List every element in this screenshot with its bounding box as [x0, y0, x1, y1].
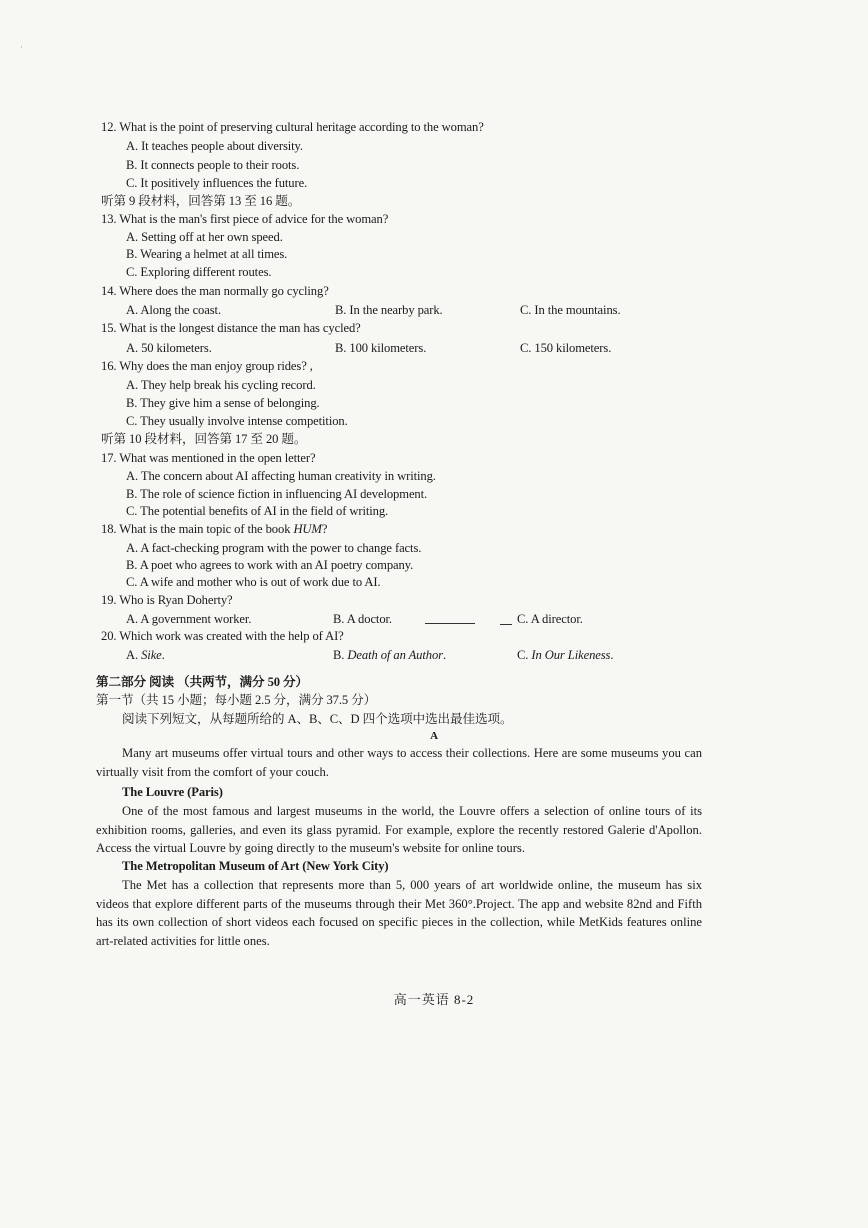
q16-option-b: B. They give him a sense of belonging. — [126, 396, 320, 410]
passage-intro: Many art museums offer virtual tours and other ways to access their collections. Here are some museums you can virtually visit from the comfort of your couch. — [96, 746, 702, 779]
q14-option-a: A. Along the coast. — [126, 303, 221, 317]
question-14-stem: 14. Where does the man normally go cycling? — [101, 284, 329, 298]
q16-option-a: A. They help break his cycling record. — [126, 378, 316, 392]
passage-letter: A — [430, 730, 438, 742]
q15-option-b: B. 100 kilometers. — [335, 341, 427, 355]
page-footer: 高一英语 8-2 — [393, 992, 475, 1007]
q17-option-b: B. The role of science fiction in influencing AI development. — [126, 487, 428, 501]
q19-option-b: B. A doctor. — [333, 612, 392, 626]
reading-instruction: 阅读下列短文，从每题所给的 A、B、C、D 四个选项中选出最佳选项。 — [122, 712, 513, 726]
q15-option-c: C. 150 kilometers. — [520, 341, 612, 355]
q14-option-c: C. In the mountains. — [520, 303, 621, 317]
q18-option-a: A. A fact-checking program with the power to change facts. — [126, 541, 422, 555]
q20-option-a — [126, 647, 165, 663]
question-18-stem — [101, 521, 327, 537]
louvre-paragraph: One of the most famous and largest museums in the world, the Louvre offers a selection of online tours of its exhibition rooms, galleries, and even its glass pyramid. For example, explore the recently restored Galerie d'Apollon. Access the virtual Louvre by going directly to the museum's website for online tours. — [96, 804, 702, 856]
q20-b-title: Death of an Author — [347, 648, 443, 662]
scan-dash-mark-2 — [500, 624, 512, 625]
q20-c-prefix: C. — [517, 648, 532, 662]
q18-option-c: C. A wife and mother who is out of work due to AI. — [126, 575, 381, 589]
question-19-stem: 19. Who is Ryan Doherty? — [101, 593, 233, 607]
q20-a-suffix: . — [161, 648, 165, 662]
q20-c-suffix: . — [610, 648, 614, 662]
question-17-stem: 17. What was mentioned in the open letter? — [101, 451, 316, 465]
q13-option-c: C. Exploring different routes. — [126, 265, 272, 279]
q18-stem-prefix: 18. What is the main topic of the book — [101, 522, 294, 536]
q17-option-a: A. The concern about AI affecting human creativity in writing. — [126, 469, 436, 483]
met-title: The Metropolitan Museum of Art (New York City) — [122, 859, 389, 873]
q18-option-b: B. A poet who agrees to work with an AI poetry company. — [126, 558, 414, 572]
q12-option-a: A. It teaches people about diversity. — [126, 139, 303, 153]
q12-option-b: B. It connects people to their roots. — [126, 158, 300, 172]
question-13-stem: 13. What is the man's first piece of advice for the woman? — [101, 212, 389, 226]
q20-c-title: In Our Likeness — [531, 648, 611, 662]
met-paragraph: The Met has a collection that represents more than 5, 000 years of art worldwide online, the museum has six videos that explore different parts of the museums through their Met 360°.Project. The app and website 82nd and Fifth has its own collection of short videos each focused on specific pieces in the collection, while MetKids features online art-related activities for little ones. — [96, 878, 702, 948]
q12-option-c: C. It positively influences the future. — [126, 176, 308, 190]
question-15-stem: 15. What is the longest distance the man has cycled? — [101, 321, 361, 335]
q13-option-b: B. Wearing a helmet at all times. — [126, 247, 288, 261]
q20-b-suffix: . — [442, 648, 447, 662]
q20-option-c — [517, 647, 613, 663]
section-note-10: 听第 10 段材料，回答第 17 至 20 题。 — [101, 432, 307, 446]
scan-dash-mark — [425, 623, 475, 624]
louvre-title: The Louvre (Paris) — [122, 785, 223, 799]
question-16-stem: 16. Why does the man enjoy group rides? , — [101, 359, 313, 373]
q19-option-c: C. A director. — [517, 612, 583, 626]
question-20-stem: 20. Which work was created with the help of AI? — [101, 629, 344, 643]
q20-a-title: Sike — [141, 648, 162, 662]
question-12-stem: 12. What is the point of preserving cultural heritage according to the woman? — [101, 120, 484, 134]
q19-option-a: A. A government worker. — [126, 612, 252, 626]
q20-a-prefix: A. — [126, 648, 142, 662]
q13-option-a: A. Setting off at her own speed. — [126, 230, 283, 244]
q16-option-c: C. They usually involve intense competition. — [126, 414, 348, 428]
part-two-heading: 第二部分 阅读 （共两节，满分 50 分） — [96, 675, 308, 689]
q20-option-b — [333, 647, 446, 663]
q15-option-a: A. 50 kilometers. — [126, 341, 212, 355]
scan-speck: · — [20, 42, 23, 52]
q17-option-c: C. The potential benefits of AI in the field of writing. — [126, 504, 389, 518]
q14-option-b: B. In the nearby park. — [335, 303, 443, 317]
q20-b-prefix: B. — [333, 648, 348, 662]
q18-stem-suffix: ? — [321, 522, 328, 536]
section-one-heading: 第一节（共 15 小题；每小题 2.5 分，满分 37.5 分） — [96, 693, 377, 707]
section-note-9: 听第 9 段材料，回答第 13 至 16 题。 — [101, 194, 301, 208]
q18-book-title: HUM — [293, 522, 322, 536]
